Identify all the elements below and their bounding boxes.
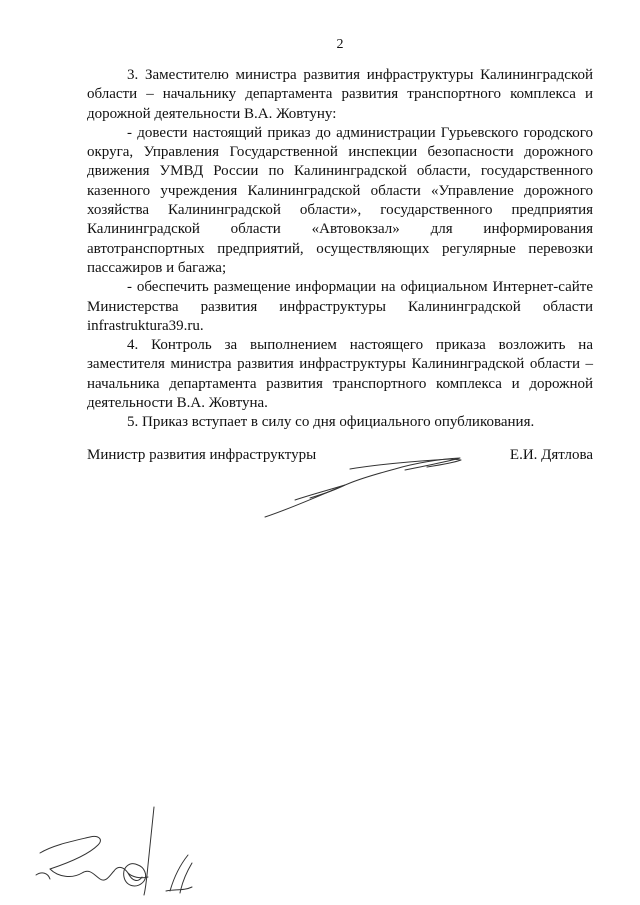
minister-signature-icon bbox=[255, 445, 475, 525]
paragraph-item-4: 4. Контроль за выполнением настоящего приказа возложить на заместителя министра развития инфраструктуры Калининградской области – начальника департамента развития транспортного комплекса и дорожной деятельности В.А. Жовтуна. bbox=[87, 337, 593, 412]
paragraph-subitem-publish: - обеспечить размещение информации на официальном Интернет-сайте Министерства развития инфраструктуры Калининградской области infrastruktura39.ru. bbox=[87, 279, 593, 334]
signatory-name: Е.И. Дятлова bbox=[509, 447, 593, 463]
document-body bbox=[87, 66, 593, 433]
paragraph-subitem-notify: - довести настоящий приказ до администрации Гурьевского городского округа, Управления Государственной инспекции безопасности дорожного движения УМВД России по Калининградской области, государственного казенного учреждения Калининградской области «Управление дорожного хозяйства Калининградской области», государственного предприятия Калининградской области «Автовокзал» для информирования автотранспортных предприятий, осуществляющих регулярные перевозки пассажиров и багажа; bbox=[87, 124, 593, 276]
page-number: 2 bbox=[336, 37, 344, 52]
signatory-title: Министр развития инфраструктуры bbox=[87, 447, 317, 463]
paragraph-item-5: 5. Приказ вступает в силу со дня официального опубликования. bbox=[127, 414, 535, 431]
approval-initials-icon bbox=[28, 795, 213, 900]
paragraph-item-3: 3. Заместителю министра развития инфраструктуры Калининградской области – начальнику департамента развития транспортного комплекса и дорожной деятельности В.А. Жовтуну: bbox=[87, 67, 593, 122]
